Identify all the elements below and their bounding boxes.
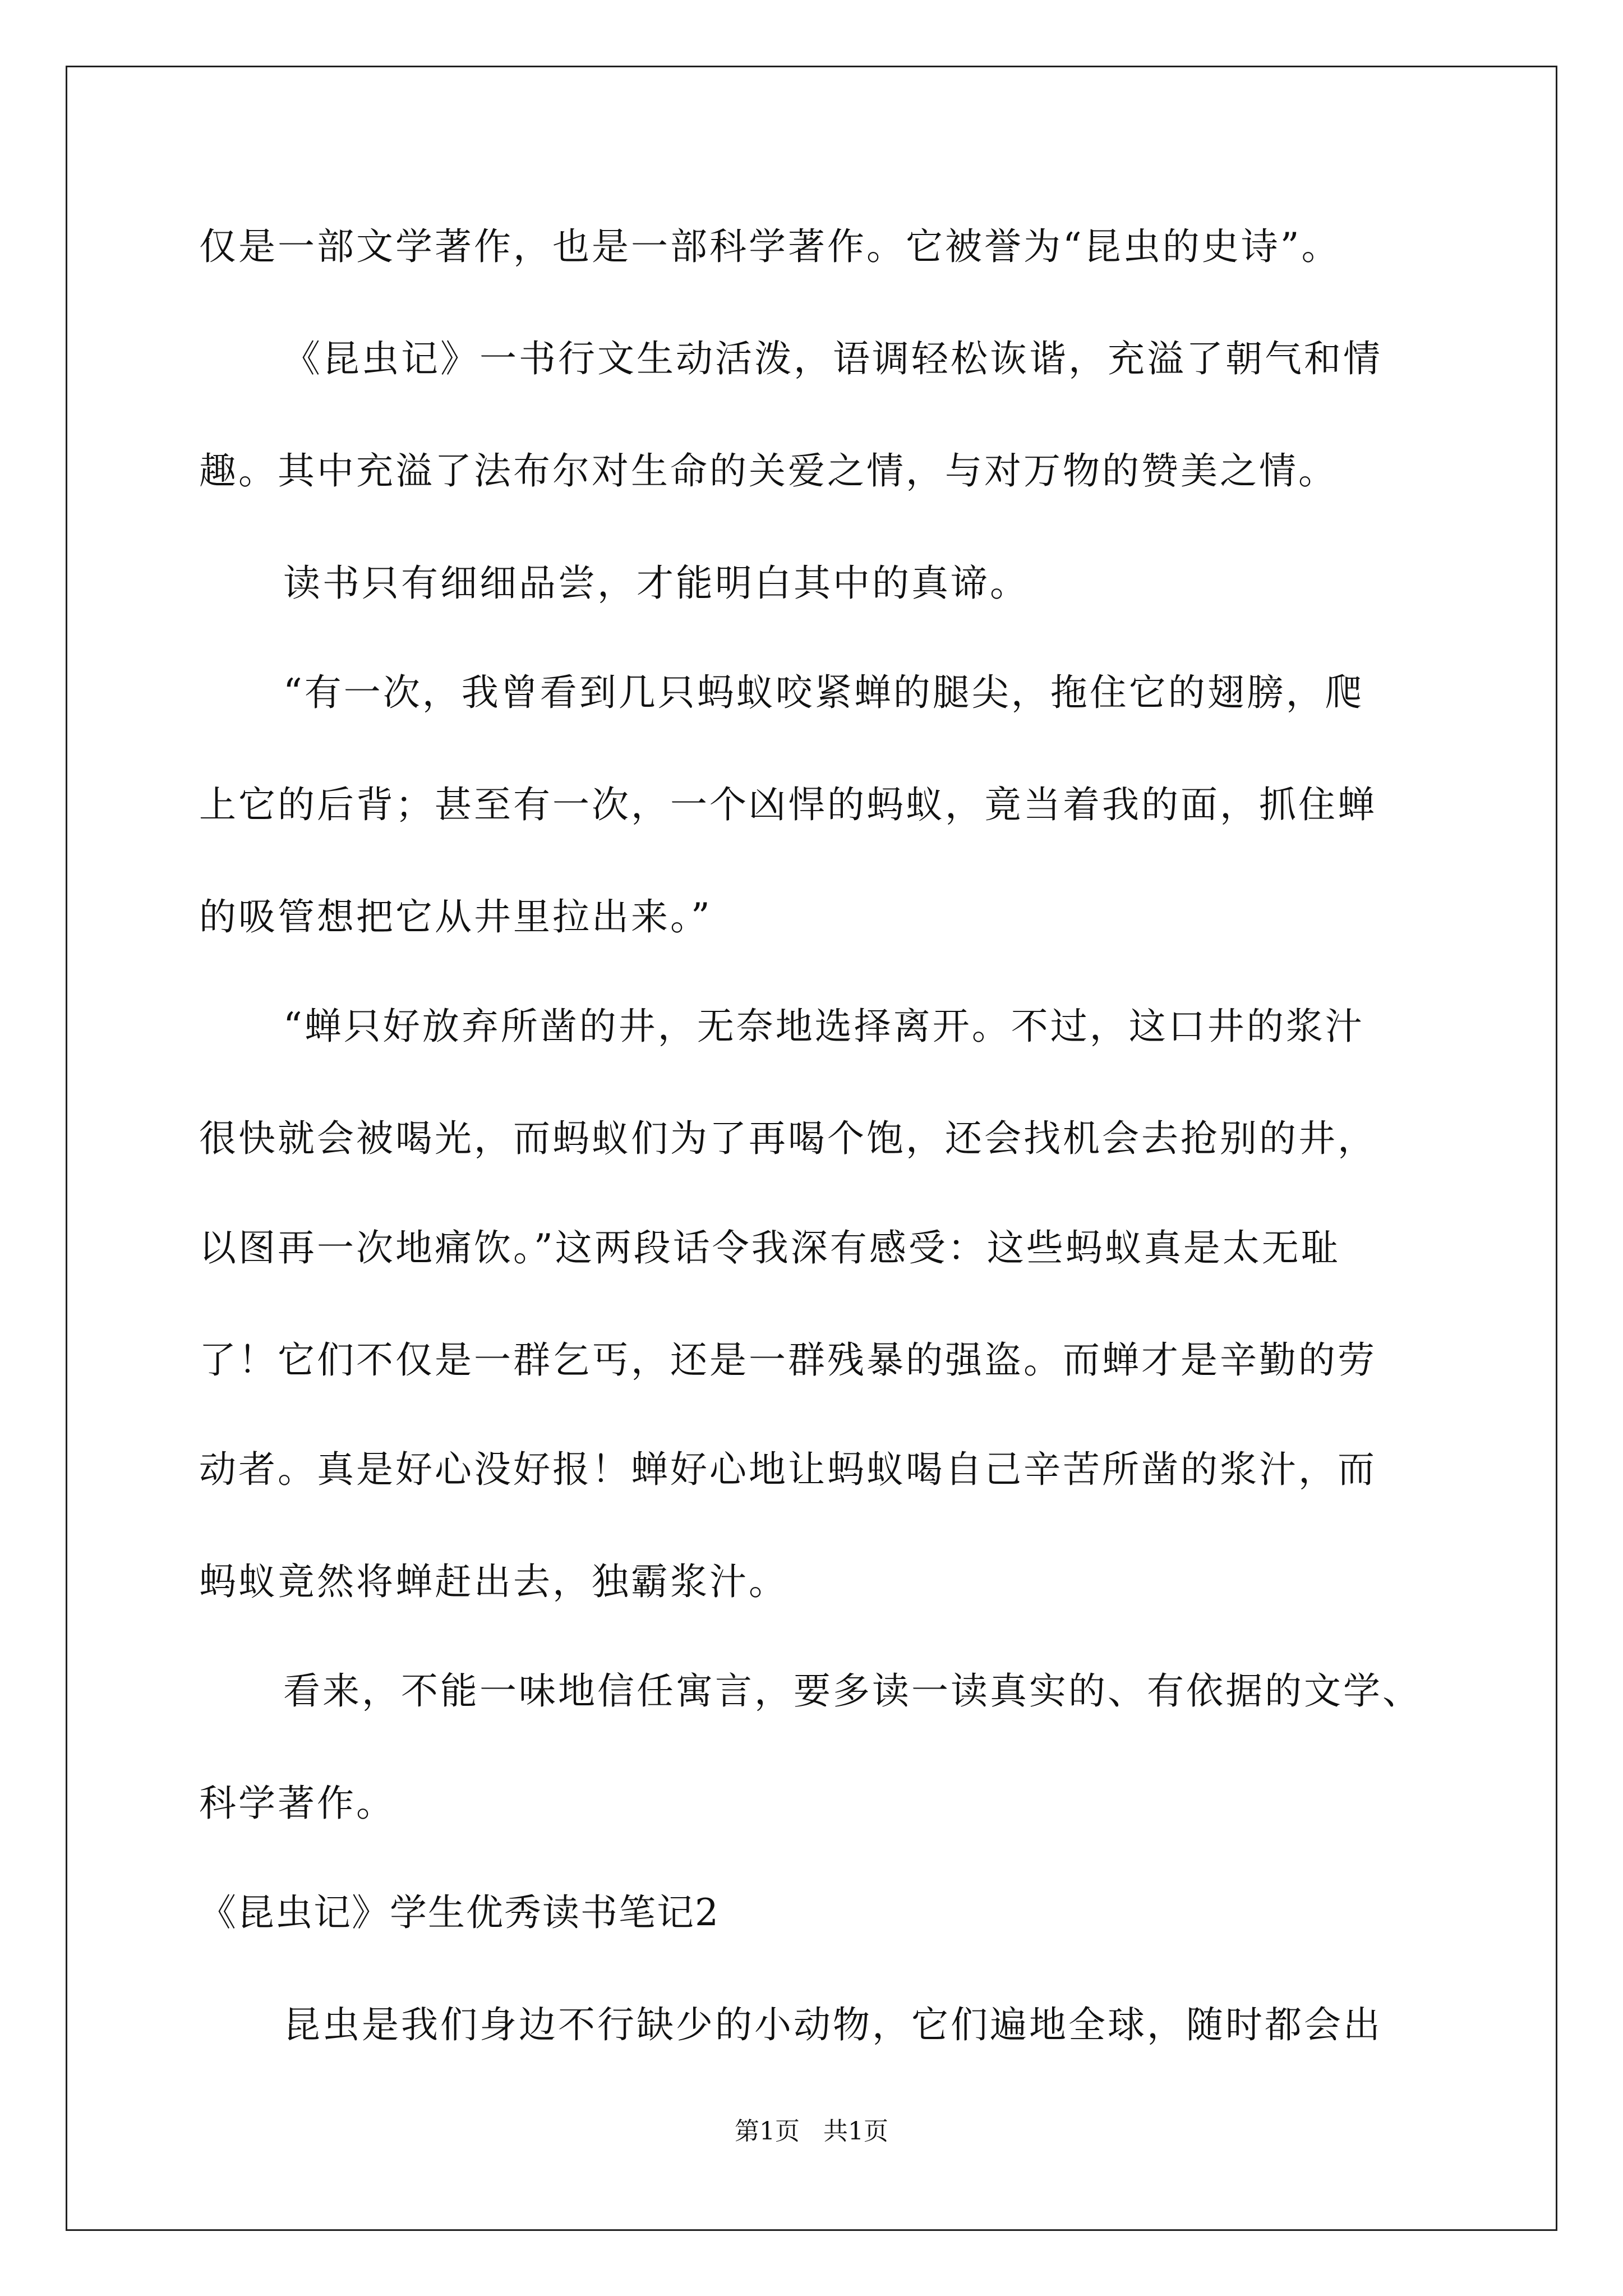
paragraph-line: 了！它们不仅是一群乞丐，还是一群残暴的强盗。而蝉才是辛勤的劳 — [199, 1338, 1377, 1382]
page-number: 第1页 — [735, 2117, 800, 2146]
paragraph-line: 蚂蚁竟然将蝉赶出去，独霸浆汁。 — [199, 1560, 788, 1603]
paragraph-line: 《昆虫记》一书行文生动活泼，语调轻松诙谐，充溢了朝气和情 — [283, 337, 1382, 380]
paragraph-line: 读书只有细细品尝，才能明白其中的真谛。 — [283, 562, 1029, 605]
paragraph-line: 趣。其中充溢了法布尔对生命的关爱之情，与对万物的赞美之情。 — [199, 449, 1338, 493]
paragraph-line: 上它的后背；甚至有一次，一个凶悍的蚂蚁，竟当着我的面，抓住蝉 — [199, 783, 1377, 826]
paragraph-line: 以图再一次地痛饮。”这两段话令我深有感受：这些蚂蚁真是太无耻 — [199, 1226, 1340, 1269]
paragraph-line: “有一次，我曾看到几只蚂蚁咬紧蝉的腿尖，拖住它的翅膀，爬 — [283, 671, 1364, 714]
page-footer — [0, 2115, 1623, 2148]
paragraph-line: 科学著作。 — [199, 1782, 395, 1825]
paragraph-line: “蝉只好放弃所凿的井，无奈地选择离开。不过，这口井的浆汁 — [283, 1005, 1364, 1048]
paragraph-line: 的吸管想把它从井里拉出来。” — [199, 895, 712, 938]
paragraph-line: 看来，不能一味地信任寓言，要多读一读真实的、有依据的文学、 — [283, 1669, 1422, 1713]
paragraph-line: 仅是一部文学著作，也是一部科学著作。它被誉为“昆虫的史诗”。 — [199, 225, 1341, 268]
paragraph-line: 昆虫是我们身边不行缺少的小动物，它们遍地全球，随时都会出 — [283, 2003, 1382, 2046]
paragraph-line: 动者。真是好心没好报！蝉好心地让蚂蚁喝自己辛苦所凿的浆汁，而 — [199, 1448, 1377, 1491]
page-total: 共1页 — [823, 2117, 888, 2146]
section-heading: 《昆虫记》学生优秀读书笔记2 — [199, 1891, 720, 1934]
paragraph-line: 很快就会被喝光，而蚂蚁们为了再喝个饱，还会找机会去抢别的井， — [199, 1117, 1377, 1160]
